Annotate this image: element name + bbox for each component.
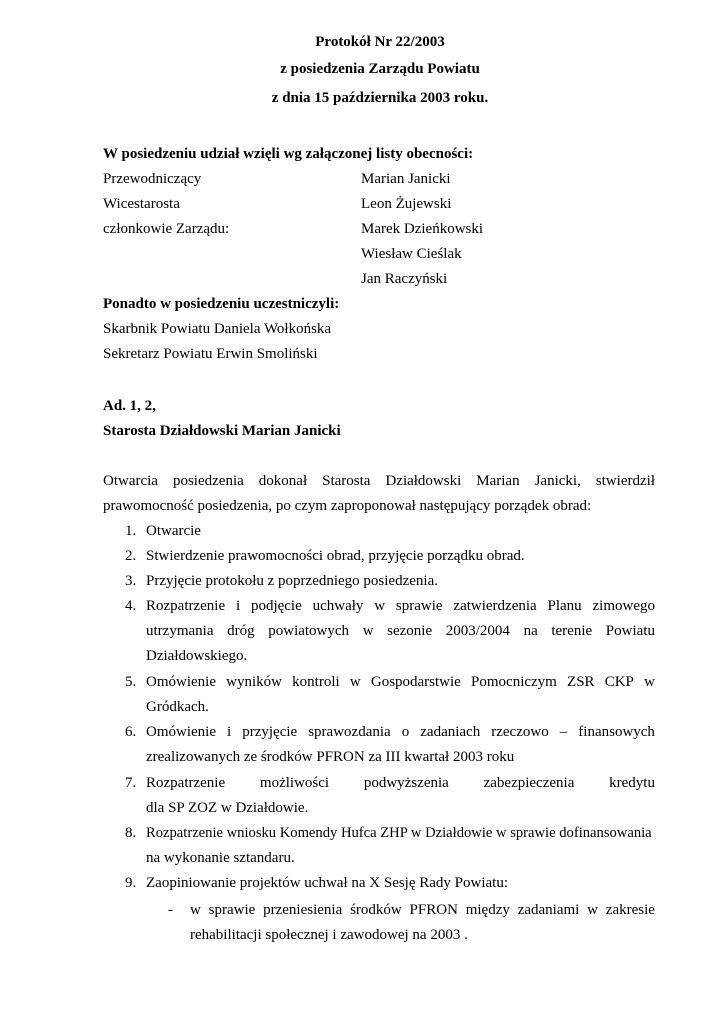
sub-item-word: środków [350,902,402,918]
sub-item-text [190,902,655,919]
agenda-word: Powiatu [605,623,655,639]
agenda-word: uchwały [312,598,364,614]
attendance-role: członkowie Zarządu: [103,221,230,237]
agenda-word: możliwości [259,775,330,791]
agenda-word: CKP [604,674,634,690]
agenda-item-text: Zaopiniowanie projektów uchwał na X Sesję Rady Powiatu: [146,875,509,891]
sub-item-word: zadaniami [517,902,580,918]
agenda-word: przyjęcie [242,724,298,740]
agenda-word: o [401,724,410,740]
agenda-word: kredytu [609,775,655,791]
agenda-number: 1. [125,523,137,539]
agenda-item-text [146,623,655,640]
participant-item: Skarbnik Powiatu Daniela Wołkońska [103,321,332,337]
agenda-word: Rozpatrzenie [146,775,226,791]
agenda-word: ZSR [567,674,595,690]
sub-item-word: w [190,902,201,918]
agenda-word: – [559,724,568,740]
attendance-name: Marian Janicki [361,171,451,187]
agenda-word: w [349,674,361,690]
agenda-number: 2. [125,548,137,564]
agenda-item-text: Stwierdzenie prawomocności obrad, przyjęcie porządku obrad. [146,548,525,564]
agenda-word: i [235,598,241,614]
agenda-word: wyników [226,674,282,690]
agenda-item-text: zrealizowanych ze środków PFRON za III kwartał 2003 roku [146,749,515,765]
agenda-item-text: na wykonanie sztandaru. [146,850,295,866]
agenda-number: 8. [125,825,137,841]
agenda-word: podwyższenia [363,775,449,791]
agenda-number: 7. [125,775,137,791]
agenda-word: utrzymania [146,623,214,639]
section-speaker: Starosta Działdowski Marian Janicki [103,423,341,439]
agenda-word: zadaniach [420,724,481,740]
agenda-number: 5. [125,674,137,690]
agenda-item-text: Przyjęcie protokołu z poprzedniego posiedzenia. [146,573,438,589]
sub-item-word: PFRON [409,902,458,918]
agenda-number: 4. [125,598,137,614]
agenda-word: zatwierdzenia [453,598,537,614]
section-ad: Ad. 1, 2, [103,398,156,414]
protocol-subtitle: z posiedzenia Zarządu Powiatu [280,61,480,77]
agenda-word: na [523,623,538,639]
agenda-word: kontroli [292,674,340,690]
agenda-word: Gospodarstwie [370,674,461,690]
agenda-word: zimowego [592,598,655,614]
agenda-word: terenie [551,623,593,639]
agenda-item-text: Gródkach. [146,699,209,715]
intro-paragraph-line: prawomocność posiedzenia, po czym zaproponował następujący porządek obrad: [103,498,592,514]
agenda-number: 6. [125,724,137,740]
agenda-word: sezonie [387,623,433,639]
agenda-word: sprawie [395,598,443,614]
sub-item-word: w [587,902,598,918]
agenda-number: 9. [125,875,137,891]
sub-item-text: rehabilitacji społecznej i zawodowej na 2003 . [190,927,468,943]
agenda-item-text [146,674,655,691]
intro-paragraph-line: Otwarcia posiedzenia dokonał Starosta Działdowski Marian Janicki, stwierdził [103,473,655,489]
agenda-word: sprawozdania [308,724,391,740]
sub-item-word: sprawie [208,902,256,918]
agenda-word: Omówienie [146,724,216,740]
attendance-heading: W posiedzeniu udział wzięli wg załączonej listy obecności: [103,146,474,162]
protocol-date: z dnia 15 października 2003 roku. [271,90,489,106]
agenda-item-text: Rozpatrzenie wniosku Komendy Hufca ZHP w Działdowie w sprawie dofinansowania [146,825,652,841]
agenda-word: Rozpatrzenie [146,598,226,614]
sub-item-word: zakresie [605,902,655,918]
agenda-word: Omówienie [146,674,216,690]
attendance-role: Wicestarosta [103,196,180,212]
agenda-word: podjęcie [250,598,302,614]
agenda-word: powiatowych [268,623,350,639]
agenda-word: finansowych [578,724,655,740]
protocol-title: Protokół Nr 22/2003 [315,34,445,50]
sub-item-word: między [465,902,510,918]
agenda-number: 3. [125,573,137,589]
participants-heading: Ponadto w posiedzeniu uczestniczyli: [103,296,340,312]
sub-item-dash: - [168,902,173,918]
agenda-item-text: Otwarcie [146,523,201,539]
agenda-item-text: dla SP ZOZ w Działdowie. [146,800,309,816]
agenda-word: zabezpieczenia [483,775,575,791]
agenda-word: rzeczowo [491,724,549,740]
agenda-word: w [374,598,386,614]
agenda-item-text [146,724,655,741]
agenda-word: Pomocniczym [471,674,557,690]
agenda-word: dróg [227,623,255,639]
agenda-item-text [146,775,655,792]
agenda-word: 2003/2004 [445,623,510,639]
attendance-role: Przewodniczący [103,171,202,187]
agenda-word: w [362,623,374,639]
attendance-name: Jan Raczyński [361,271,448,287]
attendance-name: Marek Dzieńkowski [361,221,484,237]
agenda-word: i [227,724,232,740]
participant-item: Sekretarz Powiatu Erwin Smoliński [103,346,318,362]
agenda-word: Planu [547,598,582,614]
agenda-item-text: Działdowskiego. [146,648,248,664]
agenda-word: w [644,674,655,690]
agenda-item-text [146,598,655,615]
sub-item-word: przeniesienia [263,902,343,918]
attendance-name: Wiesław Cieślak [361,246,462,262]
attendance-name: Leon Żujewski [361,196,452,212]
